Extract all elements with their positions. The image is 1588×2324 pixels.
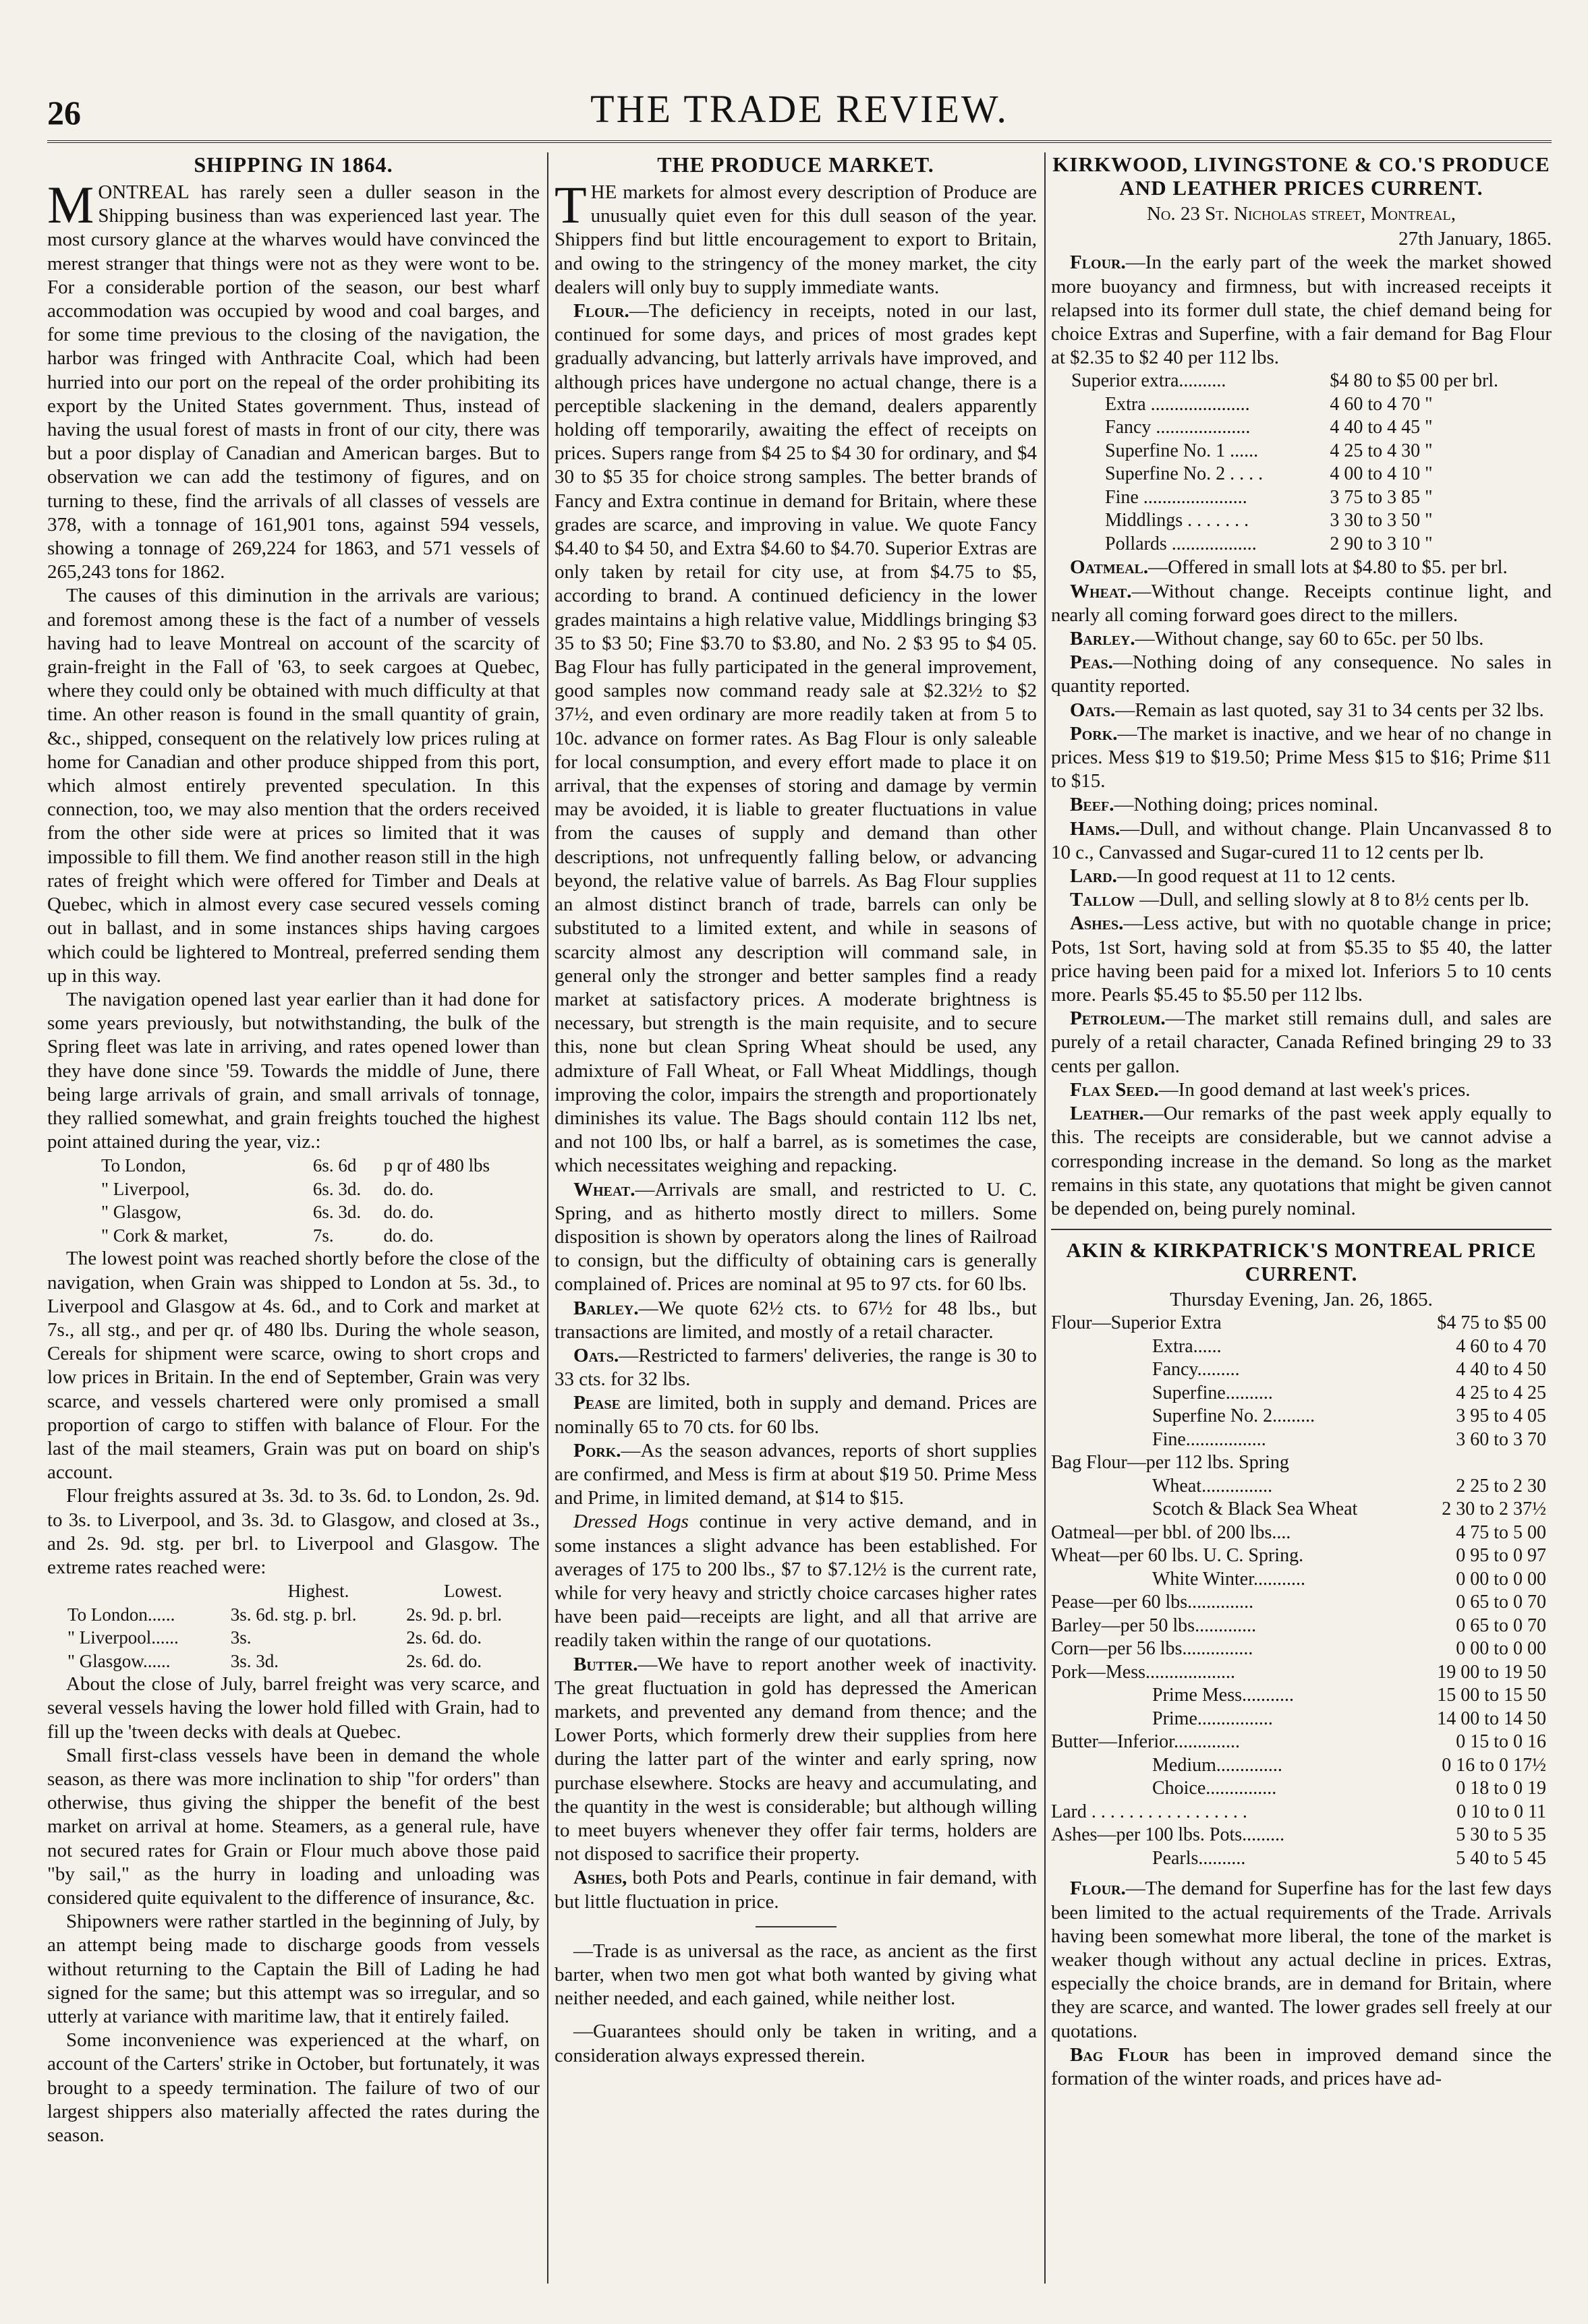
kirkwood-label: Ashes. bbox=[1070, 912, 1124, 935]
produce-text: —As the season advances, reports of short supplies are confirmed, and Mess is firm at about $19 50. Prime Mess and Prime, in limited demand, at $14 to $15. bbox=[555, 1439, 1037, 1509]
kirkwood-paragraph bbox=[1051, 817, 1552, 865]
maxim-paragraph: —Trade is as universal as the race, as ancient as the first barter, when two men got what both wanted by giving what neither needed, and each gained, while neither lost. bbox=[555, 1940, 1037, 2010]
table-row bbox=[47, 1224, 540, 1248]
shipping-paragraph: Small first-class vessels have been in demand the whole season, as there was more inclination to ship "for orders" than otherwise, thus giving the shipper the benefit of the best market on arrival at home. Steamers, as a general rule, have not secured rates for Grain or Flour much above those paid "by sail," as the hurry in loading and unloading was considered quite equivalent to the difference of insurance, &c. bbox=[47, 1744, 540, 1909]
kirkwood-paragraph bbox=[1051, 251, 1552, 370]
price-value: 0 00 to 0 00 bbox=[1456, 1568, 1546, 1590]
flour-grade: Superior extra.......... bbox=[1071, 370, 1226, 392]
freight-low: 2s. 6d. do. bbox=[406, 1650, 482, 1671]
table-row bbox=[1051, 1358, 1552, 1382]
price-label: Superfine No. 2......... bbox=[1152, 1405, 1315, 1427]
freight-table-flour-extremes bbox=[47, 1579, 540, 1673]
flour-grade: Extra ..................... bbox=[1105, 393, 1250, 415]
produce-paragraph bbox=[555, 1510, 1037, 1652]
freight-low: 2s. 9d. p. brl. bbox=[406, 1604, 502, 1625]
produce-paragraph bbox=[555, 1178, 1037, 1297]
price-value: 0 10 to 0 11 bbox=[1456, 1801, 1546, 1822]
kirkwood-text: —Dull, and without change. Plain Uncanvassed 8 to 10 c., Canvassed and Sugar-cured 11 to 12 cents per lb. bbox=[1051, 817, 1552, 863]
kirkwood-paragraph bbox=[1051, 627, 1552, 651]
price-label: Lard . . . . . . . . . . . . . . . . . bbox=[1051, 1801, 1247, 1822]
table-row bbox=[47, 1154, 540, 1178]
produce-label: Flour. bbox=[573, 300, 629, 322]
table-row bbox=[1051, 1661, 1552, 1685]
masthead: THE TRADE REVIEW. bbox=[590, 87, 1009, 131]
price-label: Flour—Superior Extra bbox=[1051, 1312, 1222, 1334]
freight-high: 3s. bbox=[230, 1627, 252, 1648]
akin-paragraph bbox=[1051, 2043, 1552, 2091]
kirkwood-paragraph bbox=[1051, 699, 1552, 722]
table-row bbox=[1051, 1847, 1552, 1871]
kirkwood-paragraph bbox=[1051, 556, 1552, 579]
kirkwood-paragraph bbox=[1051, 912, 1552, 1007]
kirkwood-text: —The market is inactive, and we hear of no change in prices. Mess $19 to $19.50; Prime Mess $15 to $16; Prime $11 to $15. bbox=[1051, 722, 1552, 792]
kirkwood-label: Hams. bbox=[1070, 817, 1121, 840]
kirkwood-text: —Less active, but with no quotable change in price; Pots, 1st Sort, having sold at from $5.35 to $5 40, the latter price having been paid for a mixed lot. Inferiors 5 to 10 cents more. Pearls $5.45 to $5.50 per 112 lbs. bbox=[1051, 912, 1552, 1006]
freight-unit: p qr of 480 lbs bbox=[383, 1155, 490, 1176]
price-label: Butter—Inferior.............. bbox=[1051, 1731, 1240, 1753]
produce-text: THE markets for almost every description of Produce are unusually quiet even for this dull season of the year. Shippers find but little encouragement to export to Britain, and owing to the stringency of the money market, the city dealers will only buy to supply immediate wants. bbox=[555, 175, 1037, 298]
produce-label: Barley. bbox=[573, 1297, 639, 1319]
column-header-highest: Highest. bbox=[287, 1581, 349, 1602]
flour-price: 4 25 to 4 30 " bbox=[1330, 440, 1433, 461]
produce-label: Ashes, bbox=[573, 1867, 627, 1889]
table-row bbox=[47, 1178, 540, 1201]
table-row bbox=[1051, 1382, 1552, 1405]
akin-text: has been in improved demand since the formation of the winter roads, and prices have ad- bbox=[1051, 2043, 1552, 2089]
price-label: Pease—per 60 lbs.............. bbox=[1051, 1592, 1254, 1613]
price-label: Superfine.......... bbox=[1152, 1382, 1273, 1403]
flour-grade: Superfine No. 2 . . . . bbox=[1105, 463, 1264, 485]
flour-price: $4 80 to $5 00 per brl. bbox=[1330, 370, 1499, 392]
price-label: Fine................. bbox=[1152, 1428, 1266, 1450]
shipping-paragraph: Flour freights assured at 3s. 3d. to 3s. 6d. to London, 2s. 9d. to 3s. to Liverpool, and 3s. 3d. to Glasgow, and closed at 3s., and 2s. 9d. stg. per brl. to Liverpool and Glasgow. The extreme rates reached were: bbox=[47, 1485, 540, 1578]
price-value: 0 16 to 0 17½ bbox=[1442, 1754, 1546, 1776]
kirkwood-text: —Dull, and selling slowly at 8 to 8½ cents per lb. bbox=[1135, 889, 1529, 911]
price-label: Oatmeal—per bbl. of 200 lbs.... bbox=[1051, 1521, 1291, 1543]
freight-port: " Liverpool, bbox=[101, 1178, 190, 1199]
table-row bbox=[47, 1626, 540, 1650]
kirkwood-paragraph bbox=[1051, 865, 1552, 888]
table-row bbox=[1051, 463, 1552, 486]
price-value: 0 15 to 0 16 bbox=[1456, 1731, 1546, 1753]
price-value: 0 65 to 0 70 bbox=[1456, 1615, 1546, 1636]
shipping-paragraph: Some inconvenience was experienced at the wharf, on account of the Carters' strike in October, but fortunately, it was brought to a speedy termination. The failure of two of our largest shippers also materially affected the rates during the season. bbox=[47, 2029, 540, 2147]
produce-paragraph bbox=[555, 1653, 1037, 1867]
produce-paragraph bbox=[555, 175, 1037, 299]
produce-label: Pork. bbox=[573, 1439, 621, 1461]
produce-market-column bbox=[555, 152, 1037, 2297]
kirkwood-title: KIRKWOOD, LIVINGSTONE & CO.'S PRODUCE AND LEATHER PRICES CURRENT. bbox=[1052, 152, 1550, 200]
kirkwood-text: —Remain as last quoted, say 31 to 34 cents per 32 lbs. bbox=[1115, 699, 1544, 721]
freight-high: 3s. 6d. stg. p. brl. bbox=[230, 1604, 357, 1625]
flour-price: 3 30 to 3 50 " bbox=[1330, 510, 1433, 531]
price-value: 5 30 to 5 35 bbox=[1456, 1824, 1546, 1846]
price-label: Pearls.......... bbox=[1152, 1847, 1246, 1869]
kirkwood-text: —Our remarks of the past week apply equally to this. The receipts are considerable, but we cannot advise a corresponding increase in the demand. So long as the market remains in this state, any quotations that might be given cannot be depended on, being purely nominal. bbox=[1051, 1103, 1552, 1219]
price-value: 4 75 to 5 00 bbox=[1456, 1521, 1546, 1543]
price-value: 19 00 to 19 50 bbox=[1437, 1661, 1546, 1683]
table-row bbox=[1051, 1498, 1552, 1521]
kirkwood-label: Petroleum. bbox=[1070, 1008, 1166, 1030]
price-label: Medium.............. bbox=[1152, 1754, 1282, 1776]
freight-unit: do. do. bbox=[383, 1225, 434, 1246]
price-value: 3 95 to 4 05 bbox=[1456, 1405, 1546, 1427]
price-value: 4 25 to 4 25 bbox=[1456, 1382, 1546, 1403]
kirkwood-label: Barley. bbox=[1070, 628, 1135, 650]
produce-text: —Arrivals are small, and restricted to U. C. Spring, and as hitherto mostly direct to millers. Some disposition is shown by operators along the lines of Railroad to consign, but the difficulty of obtaining cars is generally complained of. Prices are nominal at 95 to 97 cts. for 60 lbs. bbox=[555, 1178, 1037, 1296]
table-row bbox=[1051, 1777, 1552, 1801]
produce-paragraph bbox=[555, 299, 1037, 1178]
table-row bbox=[1051, 533, 1552, 556]
kirkwood-label: Pork. bbox=[1070, 722, 1118, 745]
kirkwood-paragraph bbox=[1051, 1007, 1552, 1078]
table-row bbox=[1051, 1428, 1552, 1452]
freight-port: To London...... bbox=[67, 1604, 175, 1625]
shipping-paragraph: MONTREAL has rarely seen a duller season in the Shipping business than was experienced last year. The most cursory glance at the wharves would have convinced the merest stranger that things were not as they were wont to be. For a considerable portion of the season, our best wharf accommodation was occupied by wood and coal barges, and for some time previous to the closing of the navigation, the harbor was fringed with Anthracite Coal, which had been hurried into our port on the repeal of the order prohibiting its export by the United States government. Thus, instead of having the usual forest of masts in front of our city, there was but a poor display of Canadian and American barges. But to observation we can add the testimony of figures, and on turning to these, find the arrivals of all classes of vessels are 378, with a tonnage of 161,901 tons, against 594 vessels, showing a tonnage of 269,224 for 1863, and 571 vessels of 265,243 tons for 1862. bbox=[47, 175, 540, 583]
produce-paragraph bbox=[555, 1297, 1037, 1344]
flour-price: 2 90 to 3 10 " bbox=[1330, 533, 1433, 554]
table-row bbox=[1051, 1801, 1552, 1824]
maxim-paragraph: —Guarantees should only be taken in writing, and a consideration always expressed therein. bbox=[555, 2021, 1037, 2066]
shipping-title: SHIPPING IN 1864. bbox=[194, 152, 393, 177]
produce-text: —We quote 62½ cts. to 67½ for 48 lbs., but transactions are limited, and mostly of a retail character. bbox=[555, 1297, 1037, 1343]
table-row bbox=[1051, 393, 1552, 417]
kirkwood-label: Flax Seed. bbox=[1070, 1078, 1159, 1101]
shipping-paragraph: About the close of July, barrel freight was very scarce, and several vessels having the lower hold filled with Grain, had to fill up the 'tween decks with deals at Quebec. bbox=[47, 1673, 540, 1743]
table-row bbox=[1051, 1615, 1552, 1638]
produce-label: Dressed Hogs bbox=[573, 1511, 689, 1533]
kirkwood-text: —Without change. Receipts continue light, and nearly all coming forward goes direct to the millers. bbox=[1051, 580, 1552, 626]
kirkwood-flour-table bbox=[1051, 370, 1552, 556]
kirkwood-paragraph bbox=[1051, 1102, 1552, 1221]
price-label: Ashes—per 100 lbs. Pots......... bbox=[1051, 1824, 1285, 1846]
flour-grade: Superfine No. 1 ...... bbox=[1105, 440, 1259, 461]
freight-high: 3s. 3d. bbox=[230, 1650, 279, 1671]
freight-low: 2s. 6d. do. bbox=[406, 1627, 482, 1648]
akin-paragraph bbox=[1051, 1877, 1552, 2043]
produce-text: —The deficiency in receipts, noted in our last, continued for some days, and prices of most grades kept gradually advancing, but latterly arrivals have improved, and although prices have undergone no actual change, there is a perceptible slackening in the demand, dealers apparently holding off temporarily, awaiting the effect of receipts on prices. Supers range from $4 25 to $4 30 for ordinary, and $4 30 to $5 35 for choice strong samples. The better brands of Fancy and Extra continue in demand for Britain, where these grades are scarce, and improving in value. We quote Fancy $4.40 to $4 50, and Extra $4.60 to $4.70. Superior Extras are only taken by retail for city use, at from $4.75 to $5, according to brand. A continued deficiency in the lower grades maintains a high relative value, Middlings bringing $3 35 to $3 50; Fine $3.70 to $3.80, and No. 2 $3 95 to $4 05. Bag Flour has fully participated in the general improvement, good samples now command ready sale at $2.32½ to $2 37½, and even ordinary are more readily taken at from 5 to 10c. advance on former rates. As Bag Flour is only saleable for local consumption, and every effort made to place it on arrival, that the expenses of storing and damage by vermin may be avoided, it is liable to greater fluctuations in value from the causes of supply and demand than other descriptions, not unfrequently falling below, or advancing beyond, the relative value of barrels. As Bag Flour supplies an almost distinct branch of trade, barrels can only be substituted to a limited extent, and while in seasons of scarcity almost any description will command sale, in general only the stronger and better samples find a ready market at satisfactory prices. A moderate brightness is necessary, but strength is the main requisite, and to secure this, none but clean Spring Wheat should be used, any admixture of Fall Wheat, or Fall Wheat Middlings, though improving the color, impairs the strength and proportionately diminishes its value. The Bags should contain 112 lbs net, and not 100 lbs, or half a barrel, as is sometimes the case, which necessitates weighing and repacking. bbox=[555, 300, 1037, 1177]
kirkwood-text: —In good request at 11 to 12 cents. bbox=[1116, 865, 1396, 888]
price-value: 14 00 to 14 50 bbox=[1437, 1708, 1546, 1729]
table-row bbox=[1051, 486, 1552, 510]
akin-label: Flour. bbox=[1070, 1878, 1126, 1900]
freight-rate: 6s. 6d bbox=[312, 1155, 357, 1176]
table-row bbox=[47, 1200, 540, 1224]
freight-rate: 6s. 3d. bbox=[312, 1178, 362, 1199]
price-label: Fancy......... bbox=[1152, 1359, 1240, 1381]
kirkwood-text: —Without change, say 60 to 65c. per 50 lbs. bbox=[1135, 628, 1484, 650]
kirkwood-paragraph bbox=[1051, 651, 1552, 698]
kirkwood-date: 27th January, 1865. bbox=[1398, 228, 1552, 250]
table-row bbox=[1051, 509, 1552, 533]
flour-grade: Middlings . . . . . . . bbox=[1105, 510, 1249, 531]
table-row bbox=[1051, 1475, 1552, 1499]
table-row bbox=[1051, 1824, 1552, 1847]
table-row bbox=[1051, 1754, 1552, 1778]
table-row bbox=[1051, 1568, 1552, 1592]
price-label: Prime Mess........... bbox=[1152, 1685, 1294, 1706]
produce-label: Butter. bbox=[573, 1653, 638, 1675]
price-label: Choice............... bbox=[1152, 1778, 1277, 1799]
produce-paragraph bbox=[555, 1344, 1037, 1391]
freight-rate: 7s. bbox=[312, 1225, 334, 1246]
kirkwood-text: —Offered in small lots at $4.80 to $5. per brl. bbox=[1148, 556, 1508, 579]
kirkwood-label: Oats. bbox=[1070, 699, 1116, 721]
table-row bbox=[1051, 1591, 1552, 1615]
produce-text: continue in very active demand, and in some instances a slight advance has been established. For averages of 175 to 200 lbs., $7 to $7.12½ is the current rate, while for very heavy and strictly choice carcases higher rates have been paid—receipts are light, and all that arrive are readily taken within the range of our quotations. bbox=[555, 1511, 1037, 1652]
page-header bbox=[47, 86, 1552, 140]
price-label: Prime................ bbox=[1152, 1708, 1273, 1729]
flour-grade: Fine ...................... bbox=[1105, 486, 1247, 508]
kirkwood-paragraph bbox=[1051, 1078, 1552, 1102]
freight-port: " Cork & market, bbox=[101, 1225, 228, 1246]
price-value: $4 75 to $5 00 bbox=[1437, 1312, 1546, 1334]
table-row bbox=[1051, 1708, 1552, 1731]
table-row bbox=[1051, 1451, 1552, 1475]
produce-label: Pease bbox=[573, 1392, 621, 1414]
shipping-column bbox=[47, 152, 540, 2297]
kirkwood-text: —Nothing doing; prices nominal. bbox=[1114, 794, 1378, 816]
freight-unit: do. do. bbox=[383, 1202, 434, 1223]
kirkwood-text: —In the early part of the week the market showed more buoyancy and firmness, but with increased receipts it relapsed into its former dull state, the chief demand being for choice Extras and Superfine, with a fair demand for Bag Flour at $2.35 to $2 40 per 112 lbs. bbox=[1051, 252, 1552, 369]
produce-text: both Pots and Pearls, continue in fair demand, with but little fluctuation in price. bbox=[555, 1867, 1037, 1913]
table-row bbox=[1051, 1731, 1552, 1754]
price-value: 15 00 to 15 50 bbox=[1437, 1685, 1546, 1706]
price-label: Scotch & Black Sea Wheat bbox=[1152, 1499, 1358, 1520]
freight-unit: do. do. bbox=[383, 1178, 434, 1199]
table-row bbox=[47, 1603, 540, 1627]
flour-price: 4 00 to 4 10 " bbox=[1330, 463, 1433, 485]
akin-date: Thursday Evening, Jan. 26, 1865. bbox=[1170, 1289, 1433, 1311]
kirkwood-paragraph bbox=[1051, 888, 1552, 912]
table-row bbox=[1051, 1521, 1552, 1545]
price-value: 2 30 to 2 37½ bbox=[1442, 1499, 1546, 1520]
price-value: 4 60 to 4 70 bbox=[1456, 1335, 1546, 1357]
kirkwood-address: No. 23 St. Nicholas street, Montreal, bbox=[1146, 203, 1456, 225]
shipping-paragraph: The navigation opened last year earlier than it had done for some years previously, but notwithstanding, the bulk of the Spring fleet was late in arriving, and rates opened lower than they have done since '59. Towards the middle of June, there being large arrivals of grain, and small arrivals of tonnage, they rallied somewhat, and grain freights touched the highest point attained during the year, viz.: bbox=[47, 988, 540, 1153]
akin-title: AKIN & KIRKPATRICK'S MONTREAL PRICE CURRENT. bbox=[1066, 1238, 1537, 1286]
column-rule bbox=[1044, 152, 1046, 2284]
table-row bbox=[1051, 370, 1552, 393]
produce-paragraph bbox=[555, 1439, 1037, 1511]
table-header-row bbox=[47, 1579, 540, 1603]
freight-table-highest-grain bbox=[47, 1154, 540, 1247]
produce-label: Oats. bbox=[573, 1344, 619, 1366]
price-value: 0 95 to 0 97 bbox=[1456, 1545, 1546, 1567]
kirkwood-paragraph bbox=[1051, 580, 1552, 627]
akin-price-table bbox=[1051, 1312, 1552, 1870]
price-value bbox=[1415, 1451, 1552, 1475]
section-divider bbox=[1051, 1229, 1552, 1230]
section-divider bbox=[756, 1926, 836, 1927]
kirkwood-label: Flour. bbox=[1070, 252, 1126, 274]
column-header-lowest: Lowest. bbox=[444, 1581, 503, 1602]
kirkwood-text: —Nothing doing of any consequence. No sales in quantity reported. bbox=[1051, 651, 1552, 697]
produce-market-title: THE PRODUCE MARKET. bbox=[657, 152, 934, 177]
produce-text: —We have to report another week of inactivity. The great fluctuation in gold has depressed the American markets, and prevented any demand from thence; and the Lower Ports, which formerly drew their supplies from here during the latter part of the winter and early spring, now purchase elsewhere. Stocks are heavy and accumulating, and the quantity in the west is considerable; but although willing to meet buyers whenever they offer fair terms, holders are not disposed to sacrifice their property. bbox=[555, 1653, 1037, 1865]
table-row bbox=[1051, 1637, 1552, 1661]
akin-text: —The demand for Superfine has for the last few days been limited to the actual requirements of the Trade. Arrivals having been somewhat more liberal, the tone of the market is weaker though without any actual decline in prices. Extras, especially the choice brands, are in demand for Britain, where they are scarce, and wanted. The lower grades sell freely at our quotations. bbox=[1051, 1878, 1552, 2042]
price-label: Barley—per 50 lbs............. bbox=[1051, 1615, 1257, 1636]
price-value: 3 60 to 3 70 bbox=[1456, 1428, 1546, 1450]
price-label: Wheat—per 60 lbs. U. C. Spring. bbox=[1051, 1545, 1304, 1567]
table-row bbox=[1051, 1335, 1552, 1359]
price-value: 0 00 to 0 00 bbox=[1456, 1638, 1546, 1660]
freight-port: " Glasgow, bbox=[101, 1202, 181, 1223]
freight-port: " Glasgow...... bbox=[67, 1650, 171, 1671]
kirkwood-label: Beef. bbox=[1070, 794, 1114, 816]
price-label: White Winter........... bbox=[1152, 1568, 1305, 1590]
produce-paragraph bbox=[555, 1866, 1037, 1913]
flour-price: 4 40 to 4 45 " bbox=[1330, 417, 1433, 438]
table-row bbox=[1051, 440, 1552, 463]
price-value: 0 18 to 0 19 bbox=[1456, 1778, 1546, 1799]
akin-label: Bag Flour bbox=[1070, 2043, 1169, 2066]
kirkwood-label: Peas. bbox=[1070, 651, 1113, 674]
flour-grade: Pollards .................. bbox=[1105, 533, 1257, 554]
price-label: Wheat............... bbox=[1152, 1475, 1273, 1497]
flour-price: 3 75 to 3 85 " bbox=[1330, 486, 1433, 508]
column-rule bbox=[547, 152, 548, 2284]
table-row bbox=[1051, 1312, 1552, 1335]
table-row bbox=[47, 1650, 540, 1673]
kirkwood-paragraph bbox=[1051, 722, 1552, 794]
produce-paragraph bbox=[555, 1391, 1037, 1439]
kirkwood-label: Tallow bbox=[1070, 889, 1135, 911]
shipping-paragraph: The causes of this diminution in the arrivals are various; and foremost among these is the fact of a number of vessels having had to leave Montreal on account of the scarcity of grain-freight in the Fall of '63, to seek cargoes at Quebec, where they could only be obtained with much difficulty at that time. An other reason is found in the small quantity of grain, &c., shipped, consequent on the relatively low prices ruling at home for Canadian and other produce shipped from this port, which almost entirely prevented speculation. In this connection, too, we may also mention that the orders received from the other side were at prices so limited that it was impossible to fill them. We find another reason still in the high rates of freight which were offered for Timber and Deals at Quebec, which in almost every case secured vessels coming out in ballast, and in some instances ships having cargoes which could be lightered to Montreal, preferred sending them up in this way. bbox=[47, 585, 540, 987]
table-row bbox=[1051, 1684, 1552, 1708]
kirkwood-label: Wheat. bbox=[1070, 580, 1132, 602]
flour-grade: Fancy .................... bbox=[1105, 417, 1251, 438]
price-value: 5 40 to 5 45 bbox=[1456, 1847, 1546, 1869]
price-label: Bag Flour—per 112 lbs. Spring bbox=[1051, 1452, 1289, 1474]
kirkwood-label: Leather. bbox=[1070, 1103, 1144, 1125]
freight-port: To London, bbox=[101, 1155, 186, 1176]
freight-port: " Liverpool...... bbox=[67, 1627, 179, 1648]
kirkwood-label: Oatmeal. bbox=[1070, 556, 1149, 579]
prices-current-column bbox=[1051, 152, 1552, 2297]
kirkwood-text: —In good demand at last week's prices. bbox=[1158, 1078, 1471, 1101]
price-label: Pork—Mess................... bbox=[1051, 1661, 1236, 1683]
table-row bbox=[1051, 1405, 1552, 1428]
price-value: 2 25 to 2 30 bbox=[1456, 1475, 1546, 1497]
price-label: Corn—per 56 lbs............... bbox=[1051, 1638, 1253, 1660]
flour-price: 4 60 to 4 70 " bbox=[1330, 393, 1433, 415]
kirkwood-text: —The market still remains dull, and sales are purely of a retail character, Canada Refined bringing 29 to 33 cents per gallon. bbox=[1051, 1008, 1552, 1077]
table-row bbox=[1051, 416, 1552, 440]
price-value: 0 65 to 0 70 bbox=[1456, 1592, 1546, 1613]
shipping-paragraph: Shipowners were rather startled in the beginning of July, by an attempt being made to discharge goods from vessels without returning to the Captain the Bill of Lading he had signed for the same; but this attempt was so irregular, and so utterly at variance with maritime law, that it entirely failed. bbox=[47, 1911, 540, 2028]
kirkwood-label: Lard. bbox=[1070, 865, 1117, 888]
table-row bbox=[1051, 1544, 1552, 1568]
produce-text: —Restricted to farmers' deliveries, the range is 30 to 33 cts. for 32 lbs. bbox=[555, 1344, 1037, 1391]
page-number: 26 bbox=[47, 94, 81, 132]
header-rule bbox=[47, 140, 1552, 143]
kirkwood-paragraph bbox=[1051, 793, 1552, 817]
freight-rate: 6s. 3d. bbox=[312, 1202, 362, 1223]
price-label: Extra...... bbox=[1152, 1335, 1222, 1357]
produce-label: Wheat. bbox=[573, 1178, 635, 1200]
price-value: 4 40 to 4 50 bbox=[1456, 1359, 1546, 1381]
shipping-paragraph: The lowest point was reached shortly before the close of the navigation, when Grain was shipped to London at 5s. 3d., to Liverpool and Glasgow at 4s. 6d., and to Cork and market at 7s., all stg., and per qr. of 480 lbs. During the whole season, Cereals for shipment were scarce, owing to short crops and low prices in Britain. In the end of September, Grain was very scarce, and vessels chartered were only promised a small proportion of cargo to stiffen with balance of Flour. For the last of the mail steamers, Grain was put on board on ship's account. bbox=[47, 1248, 540, 1484]
produce-text: are limited, both in supply and demand. Prices are nominally 65 to 70 cts. for 60 lbs. bbox=[555, 1392, 1037, 1438]
